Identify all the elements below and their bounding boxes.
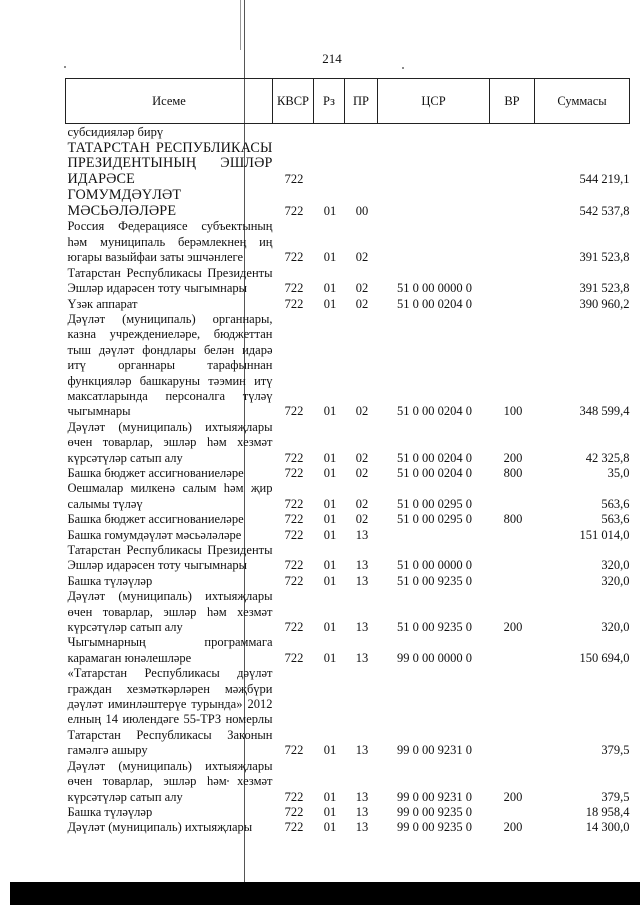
row-pr: 13 [355,558,369,573]
row-sum: 379,5 [601,789,630,804]
table-row [66,759,630,805]
row-name: Башка түләүләр [67,804,153,819]
row-vr: 200 [503,450,523,465]
row-pr: 13 [355,573,369,588]
row-sum: 150 694,0 [579,650,630,665]
table-row [66,635,630,666]
row-rz: 01 [323,250,337,265]
row-kvsr: 722 [284,650,304,665]
row-kvsr: 722 [284,512,304,527]
scan-bottom-edge [10,882,640,905]
row-vr: 100 [503,404,523,419]
header-rz: Рз [314,79,345,124]
table-row [66,805,630,820]
row-rz: 01 [323,650,337,665]
scan-dot [64,66,66,68]
row-name: Башка бюджет ассигнованиеләре [67,512,244,527]
row-vr [490,805,535,820]
row-name: Дәүләт (муниципаль) органнары, казна учреждениеләре, бюджеттан тыш дәүләт фондлары белән идарә итү органнары тарафыннан функцияләр башкаруны тәэмин итү максатларында персоналга түләү чыгымнары [67,311,273,419]
row-pr: 02 [355,296,369,311]
row-vr [490,528,535,543]
row-csr: 99 0 00 0000 0 [397,650,472,665]
row-rz: 01 [323,789,337,804]
row-vr [490,297,535,312]
row-name: Башка бюджет ассигнованиеләре [67,465,244,480]
row-sum: 379,5 [601,743,630,758]
row-kvsr: 722 [284,558,304,573]
row-vr [490,666,535,758]
table-row [66,574,630,589]
row-name: Дәүләт (муниципаль) ихтыяҗлары өчен товарлар, эшләр һәм хезмәт күрсәтүләр сатып алу [67,758,273,804]
row-rz: 01 [323,804,337,819]
row-name: Чыгымнарның программага карамаган юнәлешләре [67,635,273,665]
row-csr: 99 0 00 9231 0 [397,789,472,804]
table-row [66,420,630,466]
row-rz: 01 [323,281,337,296]
row-sum [535,124,630,141]
row-vr [490,635,535,666]
row-sum: 348 599,4 [579,404,630,419]
row-csr [378,124,490,141]
row-pr: 00 [355,204,369,219]
row-csr: 51 0 00 0000 0 [397,281,472,296]
row-name: Татарстан Республикасы Президенты Эшләр идарәсен тоту чыгымнары [67,265,273,296]
row-sum: 390 960,2 [579,296,630,311]
row-csr: 51 0 00 0204 0 [397,450,472,465]
table-row [66,141,630,188]
row-pr: 02 [355,512,369,527]
header-kvsr: КВСР [273,79,314,124]
row-rz: 01 [323,450,337,465]
row-vr [490,481,535,512]
row-pr: 13 [355,743,369,758]
row-csr: 51 0 00 0204 0 [397,296,472,311]
header-pr: ПР [345,79,378,124]
row-vr: 200 [503,620,523,635]
row-sum: 320,0 [601,558,630,573]
table-row [66,481,630,512]
header-vr: ВР [490,79,535,124]
row-sum: 563,6 [601,512,630,527]
row-kvsr: 722 [284,250,304,265]
row-csr: 51 0 00 0295 0 [397,496,472,511]
table-row [66,466,630,481]
row-rz: 01 [323,496,337,511]
row-kvsr: 722 [284,296,304,311]
row-csr [378,528,490,543]
row-vr: 800 [503,512,523,527]
row-rz: 01 [323,296,337,311]
row-csr: 99 0 00 9235 0 [397,804,472,819]
row-csr: 51 0 00 0000 0 [397,558,472,573]
row-rz: 01 [323,558,337,573]
table-row [66,528,630,543]
row-vr: 200 [503,789,523,804]
row-vr: 800 [503,465,523,480]
row-kvsr: 722 [284,172,304,187]
row-pr [345,141,378,188]
row-sum: 151 014,0 [579,527,630,542]
row-kvsr: 722 [284,620,304,635]
row-name: Үзәк аппарат [67,296,138,311]
row-csr [378,219,490,265]
table-row [66,124,630,141]
row-rz: 01 [323,527,337,542]
table-row [66,312,630,420]
row-vr [490,219,535,265]
row-sum: 18 958,4 [585,804,630,819]
row-vr [490,124,535,141]
row-pr: 02 [355,465,369,480]
row-rz: 01 [323,743,337,758]
row-vr [490,574,535,589]
row-rz: 01 [323,573,337,588]
row-name: «Татарстан Республикасы дәүләт граждан хезмәткәрләрен мәҗбүри дәүләт иминләштерүе турында» 2012 елның 14 июлендәге 55-ТРЗ номерлы Татарстан Республикасы Законын гамәлгә ашыру [67,666,273,758]
row-kvsr: 722 [284,804,304,819]
row-pr: 13 [355,789,369,804]
row-rz: 01 [323,620,337,635]
row-sum: 35,0 [607,465,630,480]
row-name: ТАТАРСТАН РЕСПУБЛИКАСЫ ПРЕЗИДЕНТЫНЫҢ ЭШЛӘР ИДАРӘСЕ [67,139,273,188]
row-name: Татарстан Республикасы Президенты Эшләр идарәсен тоту чыгымнары [67,543,273,573]
row-csr: 51 0 00 0295 0 [397,512,472,527]
header-csr: ЦСР [378,79,490,124]
row-name: Дәүләт (муниципаль) ихтыяҗлары [67,820,253,835]
table-row [66,297,630,312]
row-kvsr: 722 [284,496,304,511]
row-rz: 01 [323,465,337,480]
row-csr: 51 0 00 0204 0 [397,404,472,419]
row-kvsr: 722 [284,743,304,758]
table-row [66,188,630,220]
page-number: 214 [322,51,342,66]
row-kvsr: 722 [284,281,304,296]
row-csr: 99 0 00 9235 0 [397,820,472,835]
row-vr [490,188,535,220]
row-csr: 99 0 00 9231 0 [397,743,472,758]
header-name: Исеме [66,79,273,124]
row-csr: 51 0 00 9235 0 [397,573,472,588]
row-pr: 13 [355,527,369,542]
row-pr [345,124,378,141]
table-row [66,589,630,635]
row-vr [490,543,535,574]
row-pr: 02 [355,496,369,511]
table-row [66,266,630,297]
row-name: субсидияләр бирү [67,125,164,140]
row-vr: 200 [503,820,523,835]
row-rz: 01 [323,512,337,527]
row-name: Оешмалар милкенә салым һәм җир салымы түләү [67,481,273,511]
row-sum: 391 523,8 [579,250,630,265]
row-csr [378,141,490,188]
row-vr [490,266,535,297]
row-name: Дәүләт (муниципаль) ихтыяҗлары өчен товарлар, эшләр һәм хезмәт күрсәтүләр сатып алу [67,419,273,465]
row-name: Башка гомумдәүләт мәсьәләләре [67,527,242,542]
row-name: Россия Федерациясе субъектының һәм муниципаль берәмлекнең иң югары вазыйфаи заты эшчәнлеге [67,219,273,265]
budget-table [65,78,630,836]
row-pr: 13 [355,820,369,835]
row-csr [378,188,490,220]
row-pr: 02 [355,281,369,296]
row-sum: 14 300,0 [585,820,630,835]
row-rz [314,124,345,141]
table-row [66,666,630,758]
row-rz: 01 [323,404,337,419]
row-kvsr: 722 [284,465,304,480]
row-kvsr: 722 [284,450,304,465]
row-name: Башка түләүләр [67,573,153,588]
row-pr: 13 [355,804,369,819]
table-row [66,543,630,574]
table-row [66,219,630,265]
row-kvsr: 722 [284,204,304,219]
row-sum: 391 523,8 [579,281,630,296]
scan-artifact-line [240,0,241,50]
row-rz [314,141,345,188]
row-vr [490,141,535,188]
row-kvsr: 722 [284,820,304,835]
row-sum: 542 537,8 [579,204,630,219]
row-csr: 51 0 00 9235 0 [397,620,472,635]
row-kvsr: 722 [284,404,304,419]
row-kvsr: 722 [284,573,304,588]
row-pr: 02 [355,404,369,419]
row-kvsr [273,124,314,141]
row-pr: 02 [355,250,369,265]
table-body [66,124,630,836]
row-pr: 13 [355,650,369,665]
table-row [66,512,630,527]
row-sum: 544 219,1 [579,172,630,187]
table-header-row [66,79,630,124]
row-sum: 42 325,8 [585,450,630,465]
row-sum: 563,6 [601,496,630,511]
row-sum: 320,0 [601,620,630,635]
row-sum: 320,0 [601,573,630,588]
row-pr: 02 [355,450,369,465]
header-sum: Суммасы [535,79,630,124]
row-csr: 51 0 00 0204 0 [397,465,472,480]
row-rz: 01 [323,204,337,219]
row-pr: 13 [355,620,369,635]
table-row [66,820,630,835]
row-kvsr: 722 [284,789,304,804]
row-name: ГОМУМДӘҮЛӘТ МӘСЬӘЛӘЛӘРЕ [67,186,182,219]
scan-dot [402,67,404,69]
row-rz: 01 [323,820,337,835]
row-name: Дәүләт (муниципаль) ихтыяҗлары өчен товарлар, эшләр һәм хезмәт күрсәтүләр сатып алу [67,589,273,635]
row-kvsr: 722 [284,527,304,542]
